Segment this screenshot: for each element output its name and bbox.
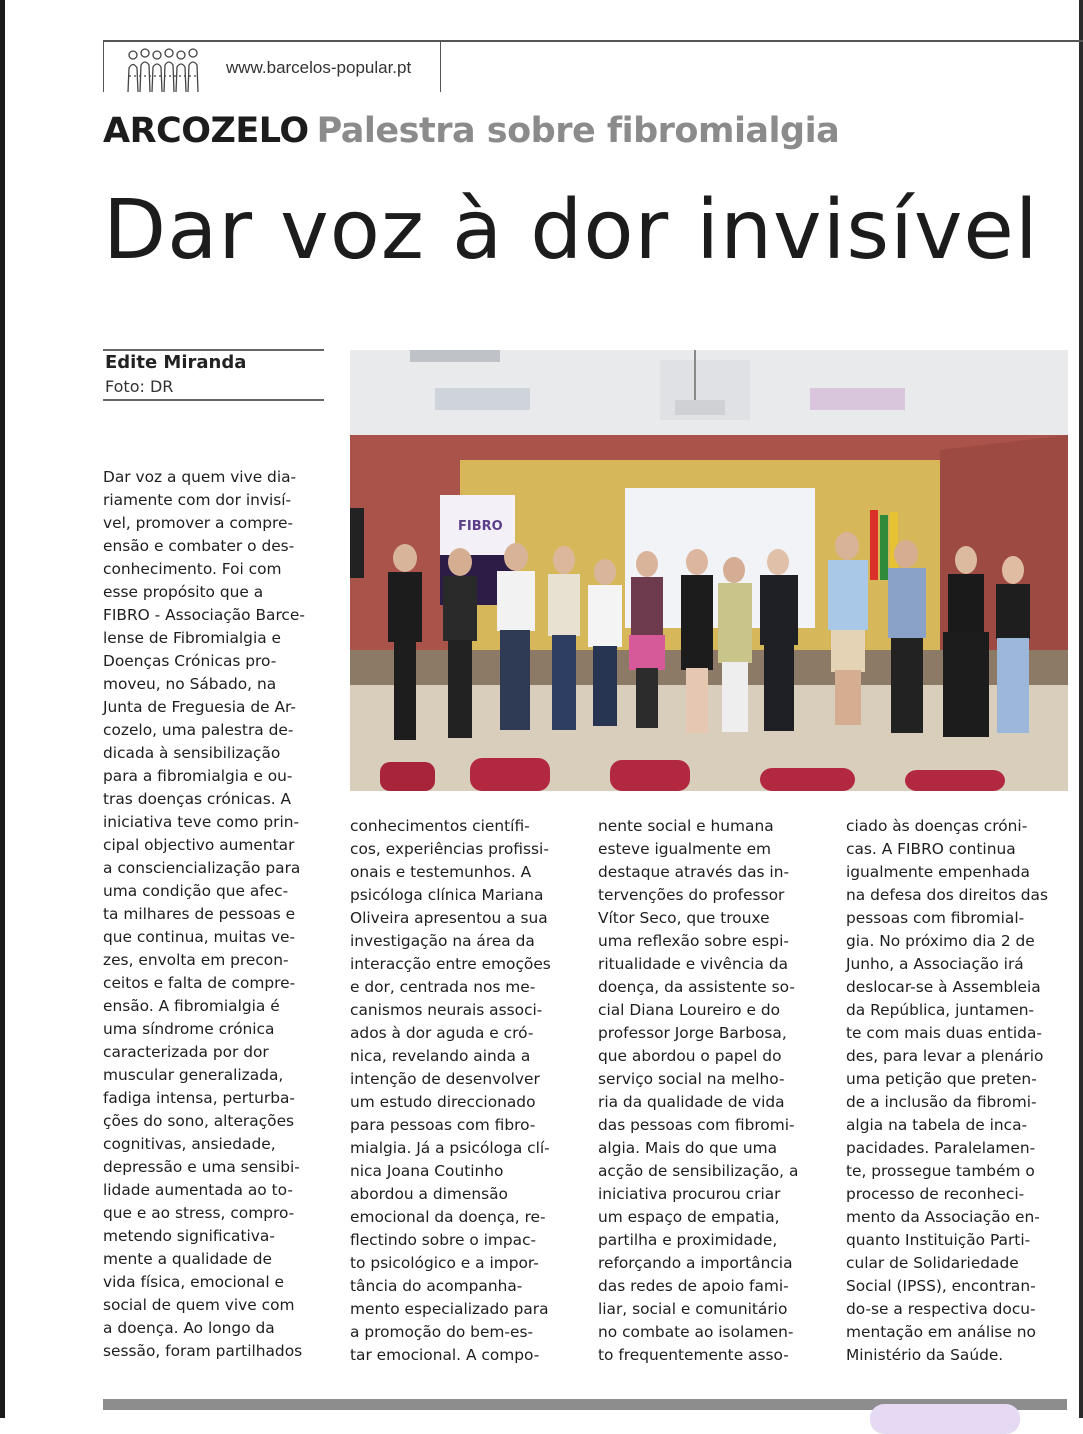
article-column-1: Dar voz a quem vive dia- riamente com dor invisí- vel, promover a compre- ensão e combater o des- conhecimento. Foi com esse propósito que a FIBRO - Associação Barce- lense de Fibromialgia e Doenças Crónicas pro- moveu, no Sábado, na Junta de Freguesia de Ar- cozelo, uma palestra de- dicada à sensibilização para a fibromialgia e ou- tras doenças crónicas. A iniciativa teve como prin- cipal objectivo aumentar a consciencialização para uma condição que afec- ta milhares de pessoas e que continua, muitas ve- zes, envolta em precon- ceitos e falta de compre- ensão. A fibromialgia é uma síndrome crónica caracterizada por dor muscular generalizada, fadiga intensa, perturba- ções do sono, alterações cognitivas, ansiedade, depressão e uma sensibi- lidade aumentada ao to- que e ao stress, compro- metendo significativa- mente a qualidade de vida física, emocional e social de quem vive com a doença. Ao longo da sessão, foram partilhados bbox=[103, 468, 305, 1360]
article-column-3: nente social e humana esteve igualmente em destaque através das in- tervenções do professor Vítor Seco, que trouxe uma reflexão sobre espi- ritualidade e vivência da doença, da assistente so- cial Diana Loureiro e do professor Jorge Barbosa, que abordou o papel do serviço social na melho- ria da qualidade de vida das pessoas com fibromi- algia. Mais do que uma acção de sensibilização, a iniciativa procurou criar um espaço de empatia, partilha e proximidade, reforçando a importância das redes de apoio fami- liar, social e comunitário no combate ao isolamen- to frequentemente asso- bbox=[598, 817, 799, 1364]
header-left-divider bbox=[103, 40, 104, 92]
photo-credit: Foto: DR bbox=[105, 377, 174, 396]
headline: Dar voz à dor invisível bbox=[103, 183, 1039, 278]
author-name: Edite Miranda bbox=[105, 352, 247, 373]
article-column-4: ciado às doenças cróni- cas. A FIBRO continua igualmente empenhada na defesa dos direitos das pessoas com fibromial- gia. No próximo dia 2 de Junho, a Associação irá deslocar-se à Assembleia da República, juntamen- te com mais duas entida- des, para levar a plenário uma petição que preten- de a inclusão da fibromi- algia na tabela de inca- pacidades. Paralelamen- te, prossegue também o processo de reconheci- mento da Associação en- quanto Instituição Parti- cular de Solidariedade Social (IPSS), encontran- do-se a respectiva docu- mentação em análise no Ministério da Saúde. bbox=[846, 817, 1049, 1364]
location-label: ARCOZELO bbox=[103, 111, 309, 151]
banner-text: FIBRO bbox=[458, 519, 503, 534]
header-right-divider bbox=[440, 42, 441, 92]
people-group-logo-icon bbox=[125, 46, 203, 94]
page-right-edge bbox=[1079, 0, 1083, 1418]
website-url: www.barcelos-popular.pt bbox=[226, 58, 412, 77]
article-column-2: conhecimentos científi- cos, experiências profissi- onais e testemunhos. A psicóloga clínica Mariana Oliveira apresentou a sua investigação na área da interacção entre emoções e dor, centrada nos me- canismos neurais associ- ados à dor aguda e cró- nica, revelando ainda a intenção de desenvolver um estudo direccionado para pessoas com fibro- mialgia. Já a psicóloga clí- nica Joana Coutinho abordou a dimensão emocional da doença, re- flectindo sobre o impac- to psicológico e a impor- tância do acompanha- mento especializado para a promoção do bem-es- tar emocional. A compo- bbox=[350, 817, 551, 1364]
footer-overlay-shape bbox=[870, 1404, 1020, 1434]
byline-rule-bottom bbox=[103, 399, 324, 401]
header-top-rule bbox=[103, 40, 1083, 42]
byline-rule-top bbox=[103, 349, 324, 351]
section-kicker bbox=[103, 111, 839, 151]
group-photo-image bbox=[350, 350, 1068, 791]
topic-label: Palestra sobre fibromialgia bbox=[316, 111, 840, 151]
page-left-edge bbox=[0, 0, 5, 1418]
